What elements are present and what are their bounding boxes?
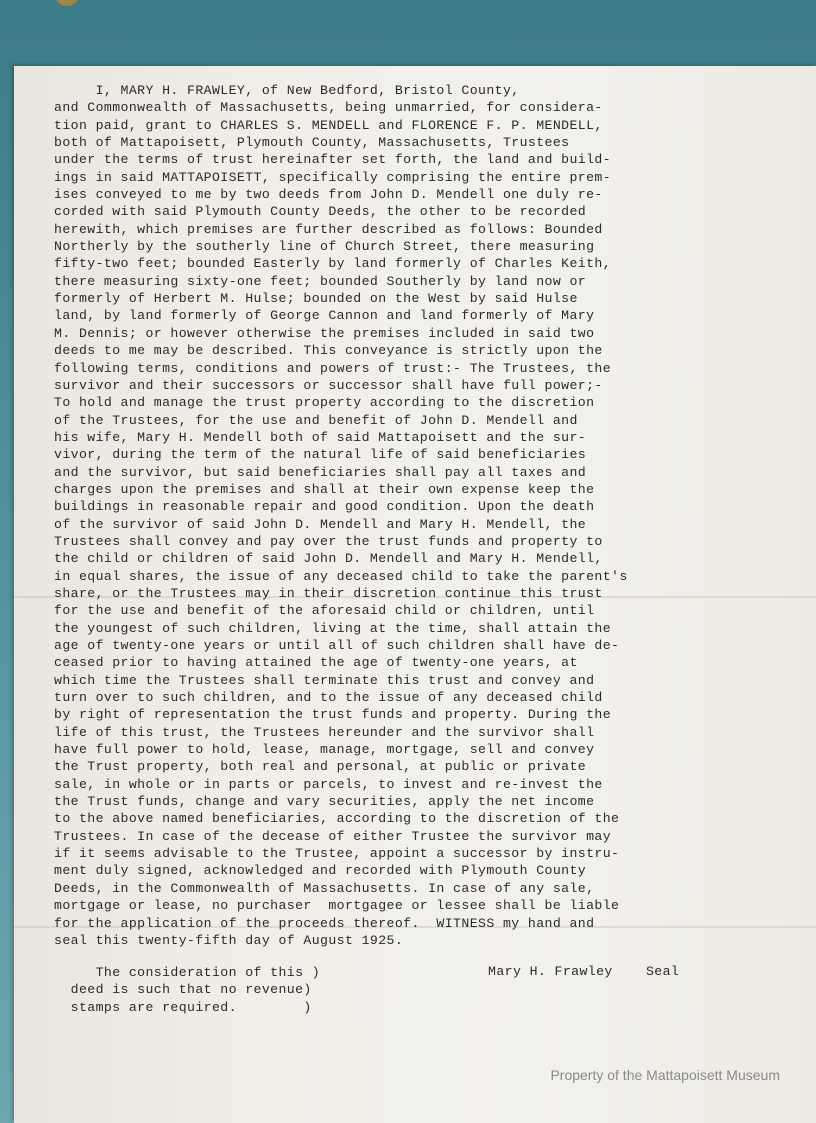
signature-line: Mary H. Frawley Seal — [488, 964, 680, 979]
coin-edge — [56, 0, 78, 6]
deed-body-text: I, MARY H. FRAWLEY, of New Bedford, Bristol County, and Commonwealth of Massachusetts, being unmarried, for considera- tion paid, grant to CHARLES S. MENDELL and FLORENCE F. P. MENDELL, both of Mattapoisett, Plymouth County, Massachusetts, Trustees under the terms of trust hereinafter set forth, the land and build- ings in said MATTAPOISETT, specifically comprising the entire prem- ises conveyed to me by two deeds from John D. Mendell one duly re- corded with said Plymouth County Deeds, the other to be recorded herewith, which premises are further described as follows: Bounded Northerly by the southerly line of Church Street, there measuring fifty-two feet; bounded Easterly by land formerly of Charles Keith, there measuring sixty-one feet; bounded Southerly by land now or formerly of Herbert M. Hulse; bounded on the West by said Hulse land, by land formerly of George Cannon and land formerly of Mary M. Dennis; or however otherwise the premises included in said two deeds to me may be described. This conveyance is strictly upon the following terms, conditions and powers of trust:- The Trustees, the survivor and their successors or successor shall have full power;- To hold and manage the trust property according to the discretion of the Trustees, for the use and benefit of John D. Mendell and his wife, Mary H. Mendell both of said Mattapoisett and the sur- vivor, during the term of the natural life of said beneficiaries and the survivor, but said beneficiaries shall pay all taxes and charges upon the premises and shall at their own expense keep the buildings in reasonable repair and good condition. Upon the death of the survivor of said John D. Mendell and Mary H. Mendell, the Trustees shall convey and pay over the trust funds and property to the child or children of said John D. Mendell and Mary H. Mendell, in equal shares, the issue of any deceased child to take the parent's share, or the Trustees may in their discretion continue this trust for the use and benefit of the aforesaid child or children, until the youngest of such children, living at the time, shall attain the age of twenty-one years or until all of such children shall have de- ceased prior to having attained the age of twenty-one years, at which time the Trustees shall terminate this trust and convey and turn over to such children, and to the issue of any deceased child by right of representation the trust funds and property. During the life of this trust, the Trustees hereunder and the survivor shall have full power to hold, lease, manage, mortgage, sell and convey the Trust property, both real and personal, at public or private sale, in whole or in parts or parcels, to invest and re-invest the the Trust funds, change and vary securities, apply the net income to the above named beneficiaries, according to the discretion of the Trustees. In case of the decease of either Trustee the survivor may if it seems advisable to the Trustee, appoint a successor by instru- ment duly signed, acknowledged and recorded with Plymouth County Deeds, in the Commonwealth of Massachusetts. In case of any sale, mortgage or lease, no purchaser mortgagee or lessee shall be liable for the application of the proceeds thereof. WITNESS my hand and seal this twenty-fifth day of August 1925. — [54, 83, 628, 948]
consideration-note: The consideration of this ) deed is such that no revenue) stamps are required. ) — [70, 965, 321, 1015]
museum-watermark: Property of the Mattapoisett Museum — [550, 1067, 780, 1083]
deed-paper — [14, 66, 816, 1123]
